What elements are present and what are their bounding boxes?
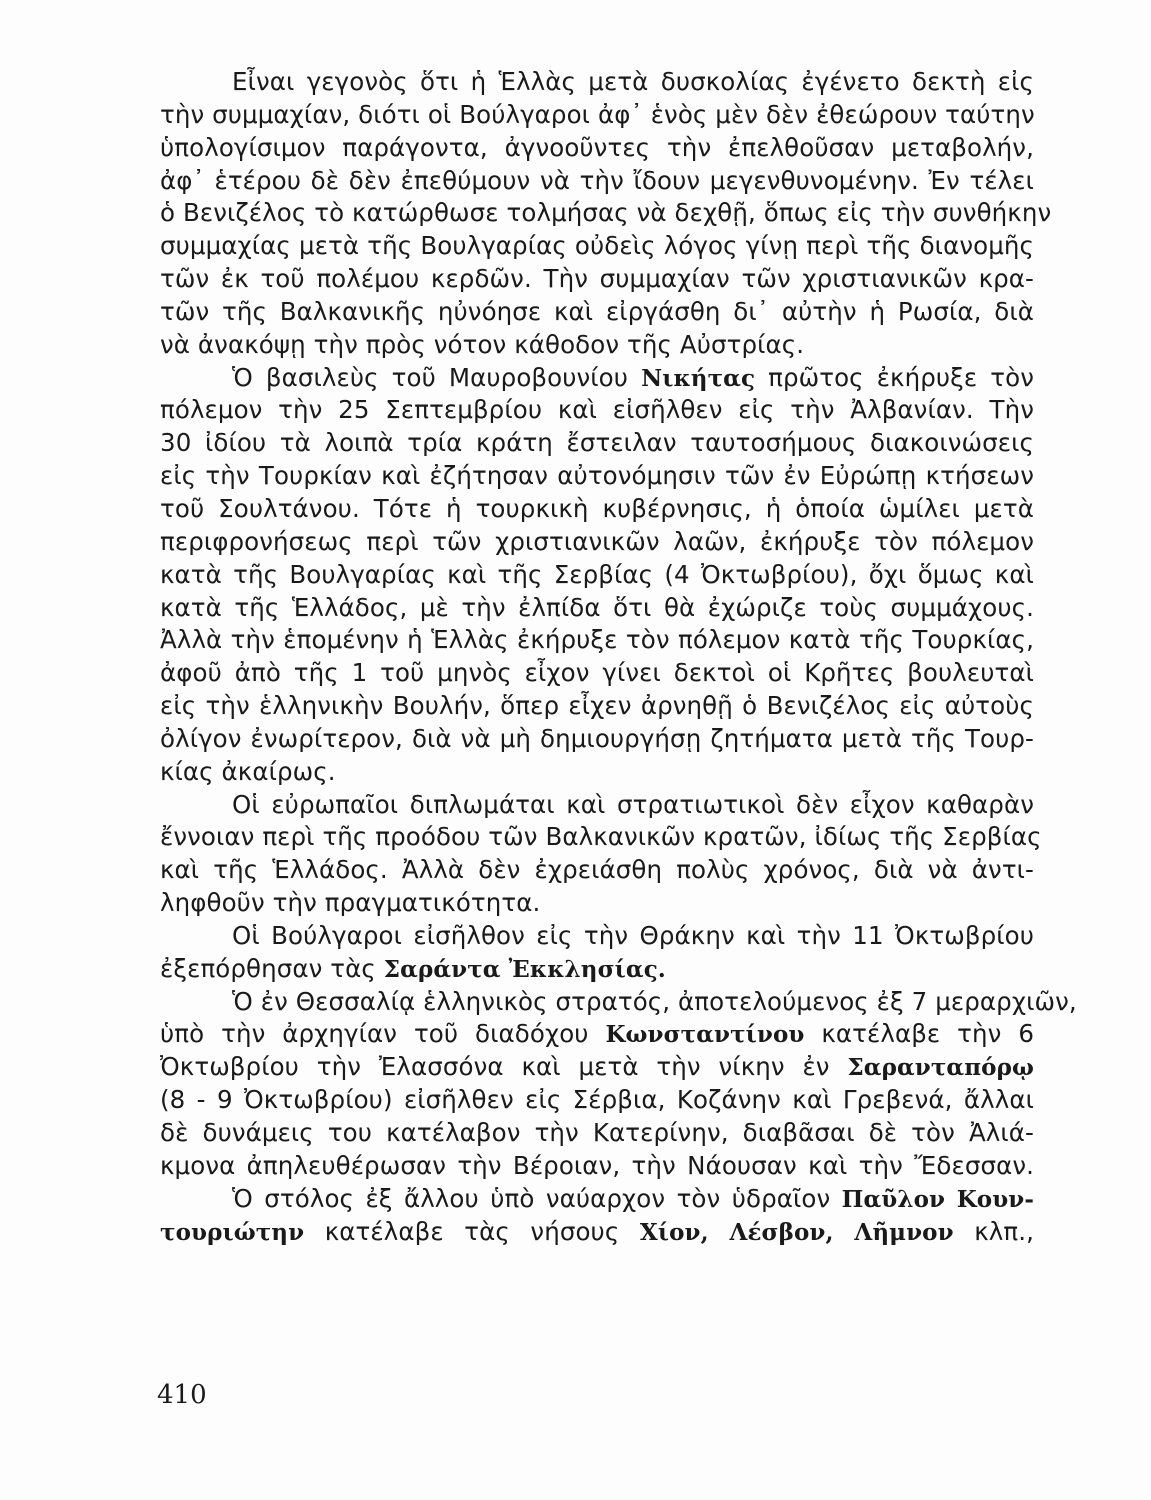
text-line bbox=[160, 690, 1034, 723]
text-line bbox=[160, 99, 1034, 132]
text-segment: Ὁ στόλος ἐξ ἄλλου ὑπὸ ναύαρχον τὸν ὑδραῖον bbox=[232, 1183, 842, 1213]
text-line bbox=[160, 526, 1034, 559]
text-segment: ὑπολογίσιμον παράγοντα, ἀγνοοῦντες τὴν ἐπελθοῦσαν μεταβολήν, bbox=[160, 132, 1034, 162]
text-line bbox=[160, 296, 1034, 329]
text-line bbox=[160, 756, 1034, 789]
text-segment: συμμαχίας μετὰ τῆς Βουλγαρίας οὐδεὶς λόγος γίνῃ περὶ τῆς διανομῆς bbox=[160, 231, 1034, 261]
text-segment: Οἱ Βούλγαροι εἰσῆλθον εἰς τὴν Θράκην καὶ τὴν 11 Ὀκτωβρίου bbox=[232, 920, 1034, 950]
text-line bbox=[160, 887, 1034, 920]
text-line bbox=[160, 230, 1034, 263]
text-line bbox=[160, 953, 1034, 986]
text-line bbox=[160, 854, 1034, 887]
text-line bbox=[160, 592, 1034, 625]
text-segment: πόλεμον τὴν 25 Σεπτεμβρίου καὶ εἰσῆλθεν εἰς τὴν Ἀλβανίαν. Τὴν bbox=[160, 395, 1034, 425]
text-line bbox=[160, 624, 1034, 657]
text-segment: κατέλαβε τὴν 6 bbox=[804, 1019, 1035, 1049]
text-line bbox=[160, 657, 1034, 690]
text-line bbox=[160, 329, 1034, 362]
text-segment: ἀφ᾽ ἑτέρου δὲ δὲν ἐπεθύμουν νὰ τὴν ἴδουν μεγενθυνομένην. Ἐν τέλει bbox=[160, 165, 1034, 195]
text-segment: τοῦ Σουλτάνου. Τότε ἡ τουρκικὴ κυβέρνησις, ἡ ὁποία ὡμίλει μετὰ bbox=[160, 493, 1034, 523]
text-segment: κλπ., bbox=[953, 1216, 1034, 1246]
text-segment: ἔννοιαν περὶ τῆς προόδου τῶν Βαλκανικῶν κρατῶν, ἰδίως τῆς Σερβίας bbox=[160, 822, 1042, 852]
text-segment: κατὰ τῆς Βουλγαρίας καὶ τῆς Σερβίας (4 Ὀκτωβρίου), ὄχι ὅμως καὶ bbox=[160, 559, 1034, 589]
text-line bbox=[160, 559, 1034, 592]
text-line bbox=[160, 132, 1034, 165]
text-segment: πρῶτος ἐκήρυξε τὸν bbox=[755, 362, 1035, 392]
text-segment: ὀλίγον ἐνωρίτερον, διὰ νὰ μὴ δημιουργήσῃ ζητήματα μετὰ τῆς Τουρ- bbox=[160, 723, 1034, 753]
text-segment: ἐξεπόρθησαν τὰς bbox=[160, 953, 384, 983]
text-segment: ληφθοῦν τὴν πραγματικότητα. bbox=[160, 888, 541, 918]
text-segment: εἰς τὴν ἑλληνικὴν Βουλήν, ὅπερ εἶχεν ἀρνηθῇ ὁ Βενιζέλος εἰς αὐτοὺς bbox=[160, 691, 1034, 721]
text-line bbox=[160, 263, 1034, 296]
body-text bbox=[160, 66, 1077, 1248]
bold-name: Παῦλον Κουν- bbox=[841, 1185, 1035, 1213]
text-segment: Εἶναι γεγονὸς ὅτι ἡ Ἑλλὰς μετὰ δυσκολίας ἐγένετο δεκτὴ εἰς bbox=[232, 67, 1034, 96]
text-line bbox=[160, 920, 1034, 953]
text-segment: ὑπὸ τὴν ἀρχηγίαν τοῦ διαδόχου bbox=[160, 1019, 606, 1049]
text-segment: Ὀκτωβρίου τὴν Ἐλασσόνα καὶ μετὰ τὴν νίκην ἐν bbox=[160, 1052, 848, 1082]
text-line bbox=[160, 1216, 1034, 1249]
text-segment: νὰ ἀνακόψῃ τὴν πρὸς νότον κάθοδον τῆς Αὐστρίας. bbox=[160, 329, 805, 359]
text-segment: κατέλαβε τὰς νήσους bbox=[304, 1216, 640, 1246]
text-line bbox=[160, 197, 1052, 230]
bold-name: Χίον, Λέσβον, Λῆμνον bbox=[639, 1218, 954, 1246]
bold-name: Κωνσταντίνου bbox=[605, 1021, 805, 1049]
text-line bbox=[160, 66, 1034, 99]
text-segment: εἰς τὴν Τουρκίαν καὶ ἐζήτησαν αὐτονόμησιν τῶν ἐν Εὐρώπῃ κτήσεων bbox=[160, 461, 1034, 491]
text-line bbox=[160, 362, 1034, 395]
text-segment: 30 ἰδίου τὰ λοιπὰ τρία κράτη ἔστειλαν ταυτοσήμους διακοινώσεις bbox=[160, 428, 1034, 458]
page-number: 410 bbox=[157, 1380, 207, 1410]
text-segment: τῶν τῆς Βαλκανικῆς ηὐνόησε καὶ εἰργάσθη δι᾽ αὐτὴν ἡ Ρωσία, διὰ bbox=[160, 296, 1034, 326]
text-segment: Ὁ ἐν Θεσσαλίᾳ ἑλληνικὸς στρατός, ἀποτελούμενος ἐξ 7 μεραρχιῶν, bbox=[232, 986, 1077, 1016]
text-line bbox=[160, 165, 1034, 198]
text-line bbox=[160, 394, 1034, 427]
bold-name: Σαρανταπόρῳ bbox=[847, 1054, 1034, 1082]
text-line bbox=[160, 1051, 1034, 1084]
text-line bbox=[160, 986, 1077, 1019]
text-line bbox=[160, 1018, 1034, 1051]
bold-name: τουριώτην bbox=[160, 1218, 305, 1246]
text-line bbox=[160, 1084, 1034, 1117]
text-line bbox=[160, 1183, 1034, 1216]
text-segment: καὶ τῆς Ἑλλάδος. Ἀλλὰ δὲν ἐχρειάσθη πολὺς χρόνος, διὰ νὰ ἀντι- bbox=[160, 855, 1034, 885]
text-line bbox=[160, 723, 1034, 756]
text-segment: (8 - 9 Ὀκτωβρίου) εἰσῆλθεν εἰς Σέρβια, Κοζάνην καὶ Γρεβενά, ἄλλαι bbox=[160, 1085, 1034, 1115]
text-segment: Οἱ εὐρωπαῖοι διπλωμάται καὶ στρατιωτικοὶ δὲν εἶχον καθαρὰν bbox=[232, 789, 1034, 819]
text-line bbox=[160, 427, 1034, 460]
text-line bbox=[160, 821, 1042, 854]
bold-name: Νικήτας bbox=[641, 364, 756, 392]
text-segment: κατὰ τῆς Ἑλλάδος, μὲ τὴν ἐλπίδα ὅτι θὰ ἐχώριζε τοὺς συμμάχους. bbox=[160, 592, 1034, 622]
text-segment: τῶν ἐκ τοῦ πολέμου κερδῶν. Τὴν συμμαχίαν τῶν χριστιανικῶν κρα- bbox=[160, 264, 1034, 294]
text-line bbox=[160, 789, 1034, 822]
text-segment: περιφρονήσεως περὶ τῶν χριστιανικῶν λαῶν, ἐκήρυξε τὸν πόλεμον bbox=[160, 526, 1034, 556]
text-segment: τὴν συμμαχίαν, διότι οἱ Βούλγαροι ἀφ᾽ ἑνὸς μὲν δὲν ἐθεώρουν ταύτην bbox=[160, 99, 1035, 129]
text-segment: δὲ δυνάμεις του κατέλαβον τὴν Κατερίνην, διαβᾶσαι δὲ τὸν Ἀλιά- bbox=[160, 1118, 1034, 1147]
text-line bbox=[160, 1117, 1034, 1150]
text-segment: Ὁ βασιλεὺς τοῦ Μαυροβουνίου bbox=[232, 362, 642, 392]
bold-name: Σαράντα Ἐκκλησίας. bbox=[383, 955, 666, 983]
text-line bbox=[160, 460, 1034, 493]
text-segment: κίας ἀκαίρως. bbox=[160, 756, 336, 786]
text-segment: κμονα ἀπηλευθέρωσαν τὴν Βέροιαν, τὴν Νάουσαν καὶ τὴν Ἔδεσσαν. bbox=[160, 1150, 1034, 1180]
text-segment: ἀφοῦ ἀπὸ τῆς 1 τοῦ μηνὸς εἶχον γίνει δεκτοὶ οἱ Κρῆτες βουλευταὶ bbox=[160, 658, 1034, 688]
text-segment: ὁ Βενιζέλος τὸ κατώρθωσε τολμήσας νὰ δεχθῇ, ὅπως εἰς τὴν συνθήκην bbox=[160, 198, 1052, 228]
text-line bbox=[160, 1150, 1034, 1183]
text-line bbox=[160, 493, 1034, 526]
text-segment: Ἀλλὰ τὴν ἑπομένην ἡ Ἑλλὰς ἐκήρυξε τὸν πόλεμον κατὰ τῆς Τουρκίας, bbox=[160, 625, 1034, 655]
